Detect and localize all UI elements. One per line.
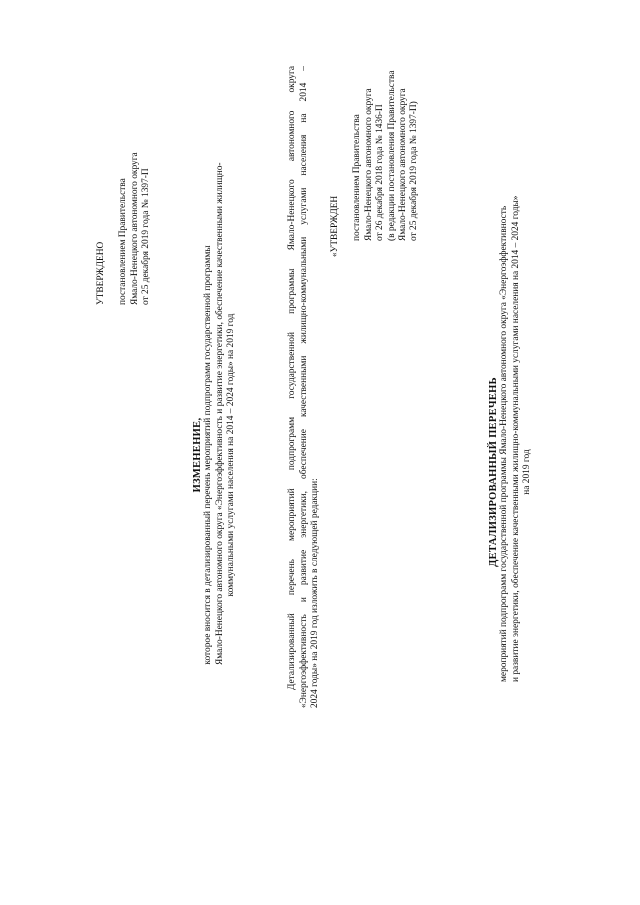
approval-line: от 25 декабря 2019 года № 1397-П [141,168,152,305]
change-line: которое вносится в детализированный перечень мероприятий подпрограмм государственной программы [203,245,214,665]
change-heading [192,162,238,665]
body-line: «Энергоэффективность и развитие энергетики, обеспечение качественными жилищно-коммунальными услугами населения на 2014 – [298,66,309,708]
body-paragraph [287,66,322,708]
approval-block-2 [330,17,421,257]
approval-line: Ямало-Ненецкого автономного округа [398,88,409,241]
list-line: мероприятий подпрограмм государственной программы Ямало-Ненецкого автономного округа «Энергоэффективность [499,205,510,682]
body-line: Детализированный перечень мероприятий подпрограмм государственной программы Ямало-Ненецкого автономного округа [287,66,297,690]
approval-line: от 26 декабря 2018 года № 1436-П [375,104,386,241]
list-heading [488,195,534,682]
approval-title: УТВЕРЖДЕНО [96,241,106,305]
approval-line: постановлением Правительства [118,178,129,305]
change-line: Ямало-Ненецкого автономного округа «Энергоэффективность и развитие энергетики, обеспечение качественными жилищно- [214,162,225,665]
approval-line: (в редакции постановления Правительства [386,70,397,241]
change-line: коммунальными услугами населения на 2014 – 2024 годы» на 2019 год [226,313,237,597]
approval-block-1 [96,45,153,305]
approval-line: от 25 декабря 2019 года № 1397-П) [409,101,420,241]
list-line: на 2019 год [522,449,533,495]
approval-line: Ямало-Ненецкого автономного округа [363,88,374,241]
body-line: 2024 годы» на 2019 год изложить в следующей редакции: [310,478,321,708]
approval-line: постановлением Правительства [352,114,363,241]
list-title: ДЕТАЛИЗИРОВАННЫЙ ПЕРЕЧЕНЬ [488,377,499,567]
approval-line: Ямало-Ненецкого автономного округа [129,152,140,305]
change-title: ИЗМЕНЕНИЕ, [192,417,203,493]
approval-title: «УТВЕРЖДЕН [330,195,340,257]
list-line: и развитие энергетики, обеспечение качественными жилищно-коммунальными услугами населения на 2014 – 2024 годы» [510,195,521,682]
